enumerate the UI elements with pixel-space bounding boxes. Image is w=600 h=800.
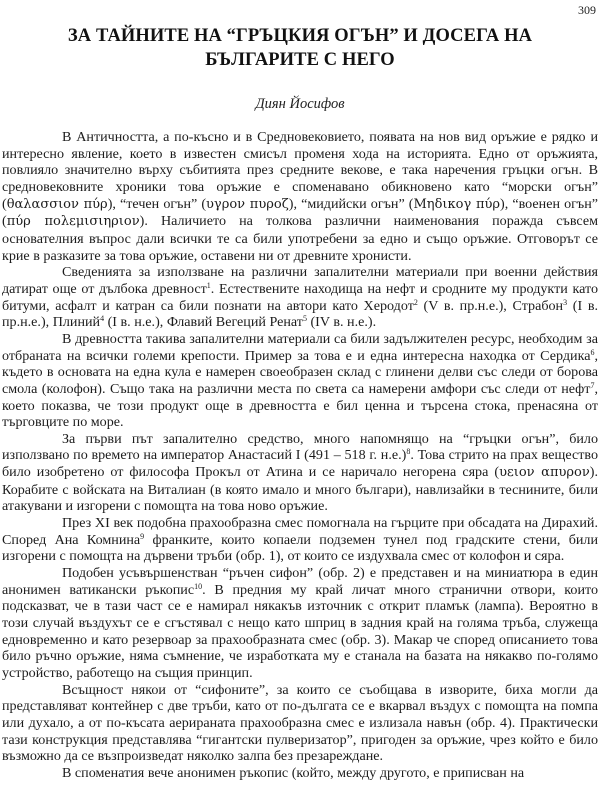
body-paragraph [2,565,598,682]
paragraph-text: , където в основата на една кула е намерен своеобразен склад с глинени делви със следи от борова смола (колофон). Също така на различни места по света са намерени амфори със следи от нефт [2,347,598,397]
paragraph-text: (IV в. н.е.). [306,314,377,331]
greek-term: πύρ πολεμισιηριον [6,214,140,230]
body-paragraph [2,682,598,765]
paragraph-text: франките, които копаели подземен тунел под градските стени, били изгорени с помощта на дървени тръби (обр. 1), от които се издухвала смес от колофон и сяра. [2,531,599,565]
greek-term: Μηδικογ πύρ [413,196,501,212]
paragraph-text: Всъщност някои от “сифоните”, за които се съобщава в изворите, биха могли да представляват контейнер с две тръби, като от по-дългата се е вкарвал въздух с помощта на помпа или духало, а от по-късата аерираната прахообразна смес е излизала навън (обр. 4). Практически тази конструкция представлява “гигантски пулверизатор”, пригоден за оръжие, чрез който е било възможно да се възпроизведат няколко залпа без презареждане. [2,681,598,765]
paragraph-text: ), “военен огън” ( [2,195,599,230]
article-title [0,24,600,72]
body-paragraph [2,431,598,515]
greek-term: υειον απυρον [499,465,590,481]
article-author: Диян Йосифов [255,96,345,112]
paragraph-text: В споменатия вече анонимен ръкопис (който, между другото, е приписван на [62,764,525,781]
footnote-reference[interactable]: 4 [100,314,105,324]
body-paragraph [2,129,598,264]
article-body [2,129,598,782]
footnote-reference[interactable]: 10 [194,581,203,591]
greek-term: θαλασσιον πύρ [6,196,108,212]
paragraph-text: . В предния му край личат много странични отвори, които подсказват, че в тази част се е намирал някакъв източник с открит пламък (лампа). Вероятно в този случай въздухът се е сгъстявал с нещо като шприц в задния край на голяма тръба, служеща едновременно и като резервоар за прахообразната смес (обр. 3). Макар че според описанието това било ръчно оръжие, няма съмнение, че изработката му е станала на базата на някакво по-голямо устройство, работещо на същия принцип. [2,581,599,681]
footnote-reference[interactable]: 2 [413,297,418,307]
paragraph-text: ), “мидийски огън” ( [288,195,414,212]
paragraph-text: , което показва, че този продукт още в древността е бил ценна и търсена стока, пренасяна от търговците по море. [2,380,598,431]
body-paragraph [2,515,598,565]
paragraph-text: ). Корабите с войската на Виталиан (в която имало и много българи), навлизайки в теснините, били атакувани и изгорени с помощта на това ново оръжие. [2,464,598,515]
paragraph-text: (I в. н.е.), Флавий Вегеций Ренат [104,314,303,331]
body-paragraph [2,264,598,331]
page-number: 309 [578,3,596,17]
paragraph-text: В древността такива запалителни материали са били задължителен ресурс, необходим за отбраната на всички големи крепости. Пример за това е и една интересна находка от Сердика [2,330,598,364]
paragraph-text: За първи път запалително средство, много напомнящо на “гръцки огън”, било използвано по времето на император Анастасий I (491 – 518 г. н.е.) [2,430,598,464]
paragraph-text: Подобен усъвършенстван “ръчен сифон” (обр. 2) е представен и на миниатюра в един анонимен ватикански ръкопис [2,565,598,598]
greek-term: υγρον πυροζ [206,196,289,212]
footnote-reference[interactable]: 5 [302,314,307,324]
paragraph-text: Сведенията за използване на различни запалителни материали при военни действия датират още от дълбока древност [2,264,598,297]
paragraph-text: През XI век подобна прахообразна смес помогнала на гърците при обсадата на Дирахий. Според Ана Комнина [2,515,598,548]
footnote-reference[interactable]: 8 [406,447,411,457]
article-title-line-2: БЪЛГАРИТЕ С НЕГО [205,50,395,70]
footnote-reference[interactable]: 7 [590,380,595,390]
paragraph-text: ). Наличието на толкова различни наименования поражда съвсем основателния въпрос дали всички те са били употребени за едно и също оръжие. Отговорът се крие в разказите за това оръжие, оставени ни от древните хронисти. [2,213,599,264]
footnote-reference[interactable]: 9 [140,531,145,541]
body-paragraph [2,331,598,431]
paragraph-text: . Това стрито на прах вещество било изобретено от философа Прокъл от Атина и се наричало негорена сяра ( [2,447,598,481]
paragraph-text: В Античността, а по-късно и в Средновековието, появата на нов вид оръжие е рядко и интересно явление, което в известен смисъл променя хода на историята. Едно от оръжията, повлияло значително върху събитията през средните векове, е така наречения гръцки огън. В средновековните хроники това оръжие е споменавано обикновено като “морски огън” ( [2,129,598,212]
paragraph-text: ), “течен огън” ( [107,195,207,212]
body-paragraph [2,765,598,782]
paragraph-text: . Естествените находища на нефт и сродните му продукти като битуми, асфалт и катран са били познати на автори като Херодот [2,280,598,314]
paragraph-text: (I в. пр.н.е.), Плиний [2,297,598,331]
article-title-line-1: ЗА ТАЙНИТЕ НА “ГРЪЦКИЯ ОГЪН” И ДОСЕГА НА [67,26,533,46]
footnote-reference[interactable]: 6 [590,347,595,357]
footnote-reference[interactable]: 1 [206,280,211,290]
paragraph-text: (V в. пр.н.е.), Страбон [417,297,564,314]
footnote-reference[interactable]: 3 [563,297,568,307]
